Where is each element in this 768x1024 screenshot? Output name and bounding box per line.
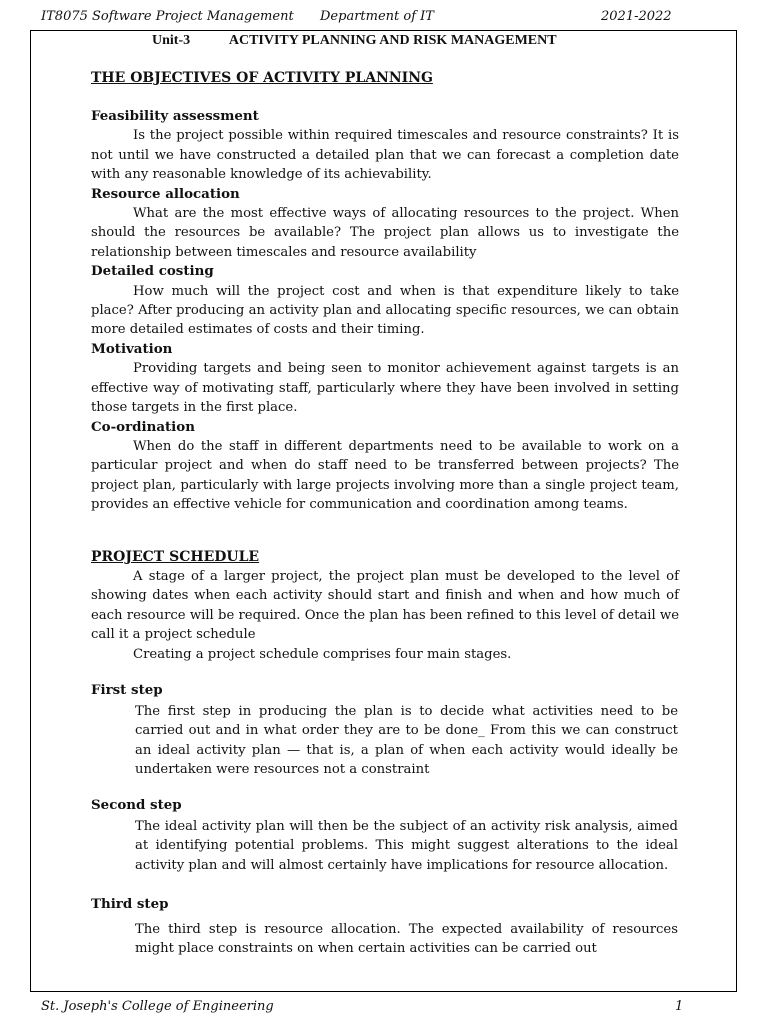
step-text: The ideal activity plan will then be the subject of an activity risk analysis, aimed at identifying potential problems. This might suggest alterations to the ideal activity plan and will almost certainly have implications for resource allocation. xyxy=(135,819,678,873)
schedule-stages-line: Creating a project schedule comprises four main stages. xyxy=(133,646,512,662)
step-title: First step xyxy=(91,682,163,698)
page-number: 1 xyxy=(675,999,684,1014)
objective-text: When do the staff in different departments need to be available to work on a particular project and when do staff need to be transferred between projects? The project plan, particularly with large projects involving more than a single project team, provides an effective vehicle for communication and coordination among teams. xyxy=(91,438,679,513)
step-title: Third step xyxy=(91,896,169,912)
header-course: IT8075 Software Project Management xyxy=(41,9,294,24)
objective-text: Providing targets and being seen to monitor achievement against targets is an effective way of motivating staff, particularly where they have been involved in setting those targets in the first place. xyxy=(91,361,679,416)
objective-title: Co-ordination xyxy=(91,418,195,435)
step-text: The first step in producing the plan is to decide what activities need to be carried out and in what order they are to be done_ From this we can construct an ideal activity plan — that is, a plan of when each activity would ideally be undertaken were resources not a constraint xyxy=(135,704,678,778)
objective-text: What are the most effective ways of allocating resources to the project. When should the resources be available? The project plan allows us to investigate the relationship between timescales and resource availability xyxy=(91,206,679,260)
footer-college: St. Joseph's College of Engineering xyxy=(41,999,274,1014)
step-title: Second step xyxy=(91,797,182,813)
objective-title: Motivation xyxy=(91,340,173,357)
schedule-heading: PROJECT SCHEDULE xyxy=(91,549,260,565)
objectives-list xyxy=(91,107,679,515)
objectives-heading: THE OBJECTIVES OF ACTIVITY PLANNING xyxy=(91,70,433,86)
header-department: Department of IT xyxy=(320,9,434,24)
objective-text: How much will the project cost and when is that expenditure likely to take place? After producing an activity plan and allocating specific resources, we can obtain more detailed estimates of costs and their timing. xyxy=(91,283,679,338)
schedule-intro: A stage of a larger project, the project plan must be developed to the level of showing dates when each activity should start and finish and when and how much of each resource will be required. Once the plan has been refined to this level of detail we call it a project schedule xyxy=(91,569,679,643)
objective-title: Feasibility assessment xyxy=(91,108,259,124)
schedule-intro-block xyxy=(91,567,679,664)
objective-title: Detailed costing xyxy=(91,263,214,280)
header-year: 2021-2022 xyxy=(601,9,672,24)
unit-title xyxy=(152,33,557,49)
step-text: The third step is resource allocation. The expected availability of resources might place constraints on when certain activities can be carried out xyxy=(135,922,678,957)
objective-text: Is the project possible within required timescales and resource constraints? It is not until we have constructed a detailed plan that we can forecast a completion date with any reasonable knowledge of its achievability. xyxy=(91,128,679,183)
unit-heading: ACTIVITY PLANNING AND RISK MANAGEMENT xyxy=(228,33,557,48)
objective-title: Resource allocation xyxy=(91,185,240,202)
unit-label: Unit-3 xyxy=(152,33,191,48)
